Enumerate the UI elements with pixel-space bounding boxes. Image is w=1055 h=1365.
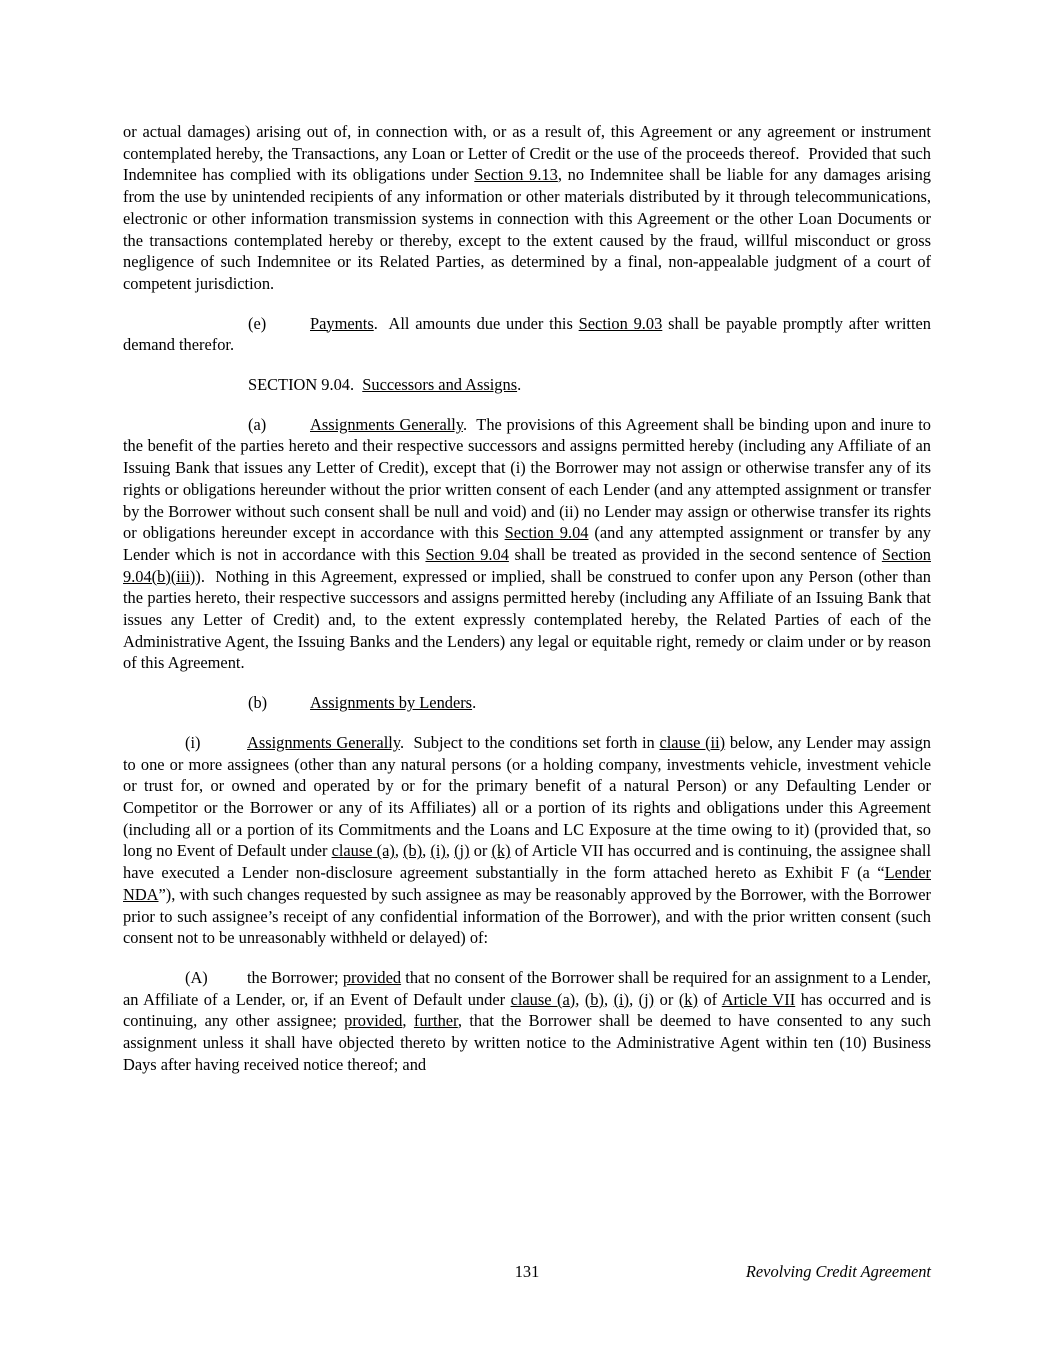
paragraph-e-payments: (e) Payments. All amounts due under this Section 9.03 shall be payable promptly after written demand therefor. xyxy=(123,313,931,355)
enumeration-label: (b) xyxy=(248,693,268,713)
page-number: 131 xyxy=(514,1262,540,1281)
enumeration-label: (A) xyxy=(185,967,208,987)
enumeration-label: (e) xyxy=(248,313,267,333)
paragraph-continuation: or actual damages) arising out of, in connection with, or as a result of, this Agreement or any agreement or instrument contemplated hereby, the Transactions, any Loan or Letter of Credit or the use of the proceeds thereof. Provided that such Indemnitee has complied with its obligations under Section 9.13, no Indemnitee shall be liable for any damages arising from the use by unintended recipients of any information or other materials distributed by it through telecommunications, electronic or other information transmission systems in connection with this Agreement or the other Loan Documents or the transactions contemplated hereby or thereby, except to the extent caused by the fraud, willful misconduct or gross negligence of such Indemnitee or its Related Parties, as determined by a final, non-appealable judgment of a court of competent jurisdiction. xyxy=(123,122,931,293)
paragraph-b-i-A-borrower-consent: (A) the Borrower; provided that no consent of the Borrower shall be required for an assignment to a Lender, an Affiliate of a Lender, or, if an Event of Default under clause (a), (b), (i), (j) or (k) of Article VII has occurred and is continuing, any other assignee; provided, further, that the Borrower shall be deemed to have consented to any such assignment unless it shall have objected thereto by written notice to the Administrative Agent within ten (10) Business Days after having received notice thereof; and xyxy=(123,967,932,1074)
paragraph-a-assignments-generally: (a) Assignments Generally. The provisions of this Agreement shall be binding upon and inure to the benefit of the parties hereto and their respective successors and assigns permitted hereby (including any Affiliate of an Issuing Bank that issues any Letter of Credit), except that (i) the Borrower may not assign or otherwise transfer any of its rights or obligations hereunder without the prior written consent of each Lender (and any attempted assignment or transfer by the Borrower without such consent shall be null and void) and (ii) no Lender may assign or otherwise transfer its rights or obligations hereunder except in accordance with this Section 9.04 (and any attempted assignment or transfer by any Lender which is not in accordance with this Section 9.04 shall be treated as provided in the second sentence of Section 9.04(b)(iii)). Nothing in this Agreement, expressed or implied, shall be construed to confer upon any Person (other than the parties hereto, their respective successors and assigns permitted hereby (including any Affiliate of an Issuing Bank that issues any Letter of Credit) and, to the extent expressly contemplated hereby, the Related Parties of each of the Administrative Agent, the Issuing Banks and the Lenders) any legal or equitable right, remedy or claim under or by reason of this Agreement. xyxy=(123,414,931,673)
document-title-footer: Revolving Credit Agreement xyxy=(745,1262,931,1281)
page-footer xyxy=(123,1261,931,1289)
section-9-04-heading: SECTION 9.04. Successors and Assigns. xyxy=(248,375,522,395)
enumeration-label: (i) xyxy=(185,732,201,752)
paragraph-b-i-assignments-generally: (i) Assignments Generally. Subject to the conditions set forth in clause (ii) below, any Lender may assign to one or more assignees (other than any natural persons (or a holding company, investments vehicle, investment vehicle or trust for, or owned and operated by or for the primary benefit of a natural Person) or any Defaulting Lender or Competitor or the Borrower or any of its Affiliates) all or a portion of its rights and obligations under this Agreement (including all or a portion of its Commitments and the Loans and LC Exposure at the time owing to it) (provided that, so long no Event of Default under clause (a), (b), (i), (j) or (k) of Article VII has occurred and is continuing, the assignee shall have executed a Lender non-disclosure agreement substantially in the form attached hereto as Exhibit F (a “Lender NDA”), with such changes requested by such assignee as may be reasonably approved by the Borrower, with the Borrower prior to such assignee’s receipt of any confidential information of the Borrower), and with the prior written consent (such consent not to be unreasonably withheld or delayed) of: xyxy=(123,732,932,948)
enumeration-label: (a) xyxy=(248,414,267,434)
paragraph-b-assignments-by-lenders: (b) Assignments by Lenders. xyxy=(248,693,477,713)
